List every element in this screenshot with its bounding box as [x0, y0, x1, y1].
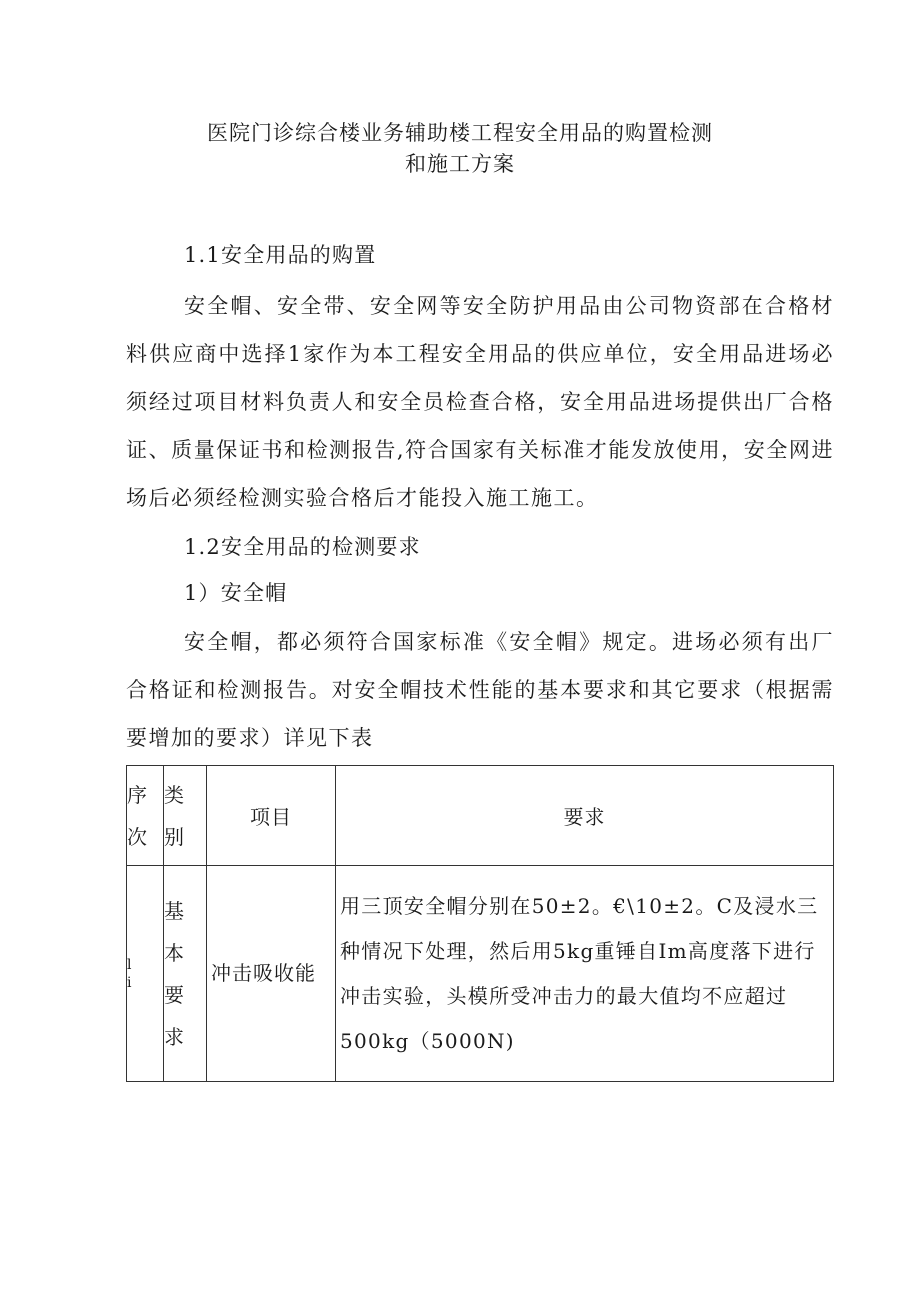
header-seq-char-1: 序: [127, 782, 148, 807]
document-title: [0, 118, 920, 180]
row-category-char-3: 要: [164, 982, 185, 1007]
row-seq-char-1: l: [127, 956, 133, 973]
table-row: [127, 866, 834, 1082]
row-category-char-1: 基: [164, 898, 185, 923]
list-item-helmet: 1）安全帽: [184, 581, 288, 605]
helmet-requirements-table: [126, 765, 834, 1082]
title-line-2: 和施工方案: [405, 152, 515, 176]
header-category-char-1: 类: [164, 782, 185, 807]
row-item: 冲击吸收能: [207, 866, 336, 1082]
header-category: [164, 766, 207, 866]
header-requirement: 要求: [336, 766, 834, 866]
row-category-char-2: 本: [164, 940, 185, 965]
paragraph-helmet-standard: 安全帽，都必须符合国家标准《安全帽》规定。进场必须有出厂合格证和检测报告。对安全帽技术性能的基本要求和其它要求（根据需要增加的要求）详见下表: [126, 630, 834, 750]
header-item: 项目: [207, 766, 336, 866]
row-category: [164, 866, 207, 1082]
paragraph-purchase: 安全帽、安全带、安全网等安全防护用品由公司物资部在合格材料供应商中选择1家作为本工程安全用品的供应单位，安全用品进场必须经过项目材料负责人和安全员检查合格，安全用品进场提供出厂合格证、质量保证书和检测报告,符合国家有关标准才能发放使用，安全网进场后必须经检测实验合格后才能投入施工施工。: [126, 294, 834, 510]
row-seq: [127, 866, 164, 1082]
header-seq-char-2: 次: [127, 824, 148, 849]
row-requirement: 用三顶安全帽分别在50±2。€\10±2。C及浸水三种情况下处理，然后用5kg重锤自Im高度落下进行冲击实验，头模所受冲击力的最大值均不应超过500kg（5000N): [336, 866, 834, 1082]
section-heading-1-1: 1.1安全用品的购置: [184, 243, 377, 267]
header-category-char-2: 别: [164, 824, 185, 849]
table-header-row: [127, 766, 834, 866]
row-seq-char-2: i: [127, 974, 133, 991]
title-line-1: 医院门诊综合楼业务辅助楼工程安全用品的购置检测: [207, 121, 713, 145]
section-heading-1-2: 1.2安全用品的检测要求: [184, 535, 421, 559]
row-category-char-4: 求: [164, 1024, 185, 1049]
header-seq: [127, 766, 164, 866]
